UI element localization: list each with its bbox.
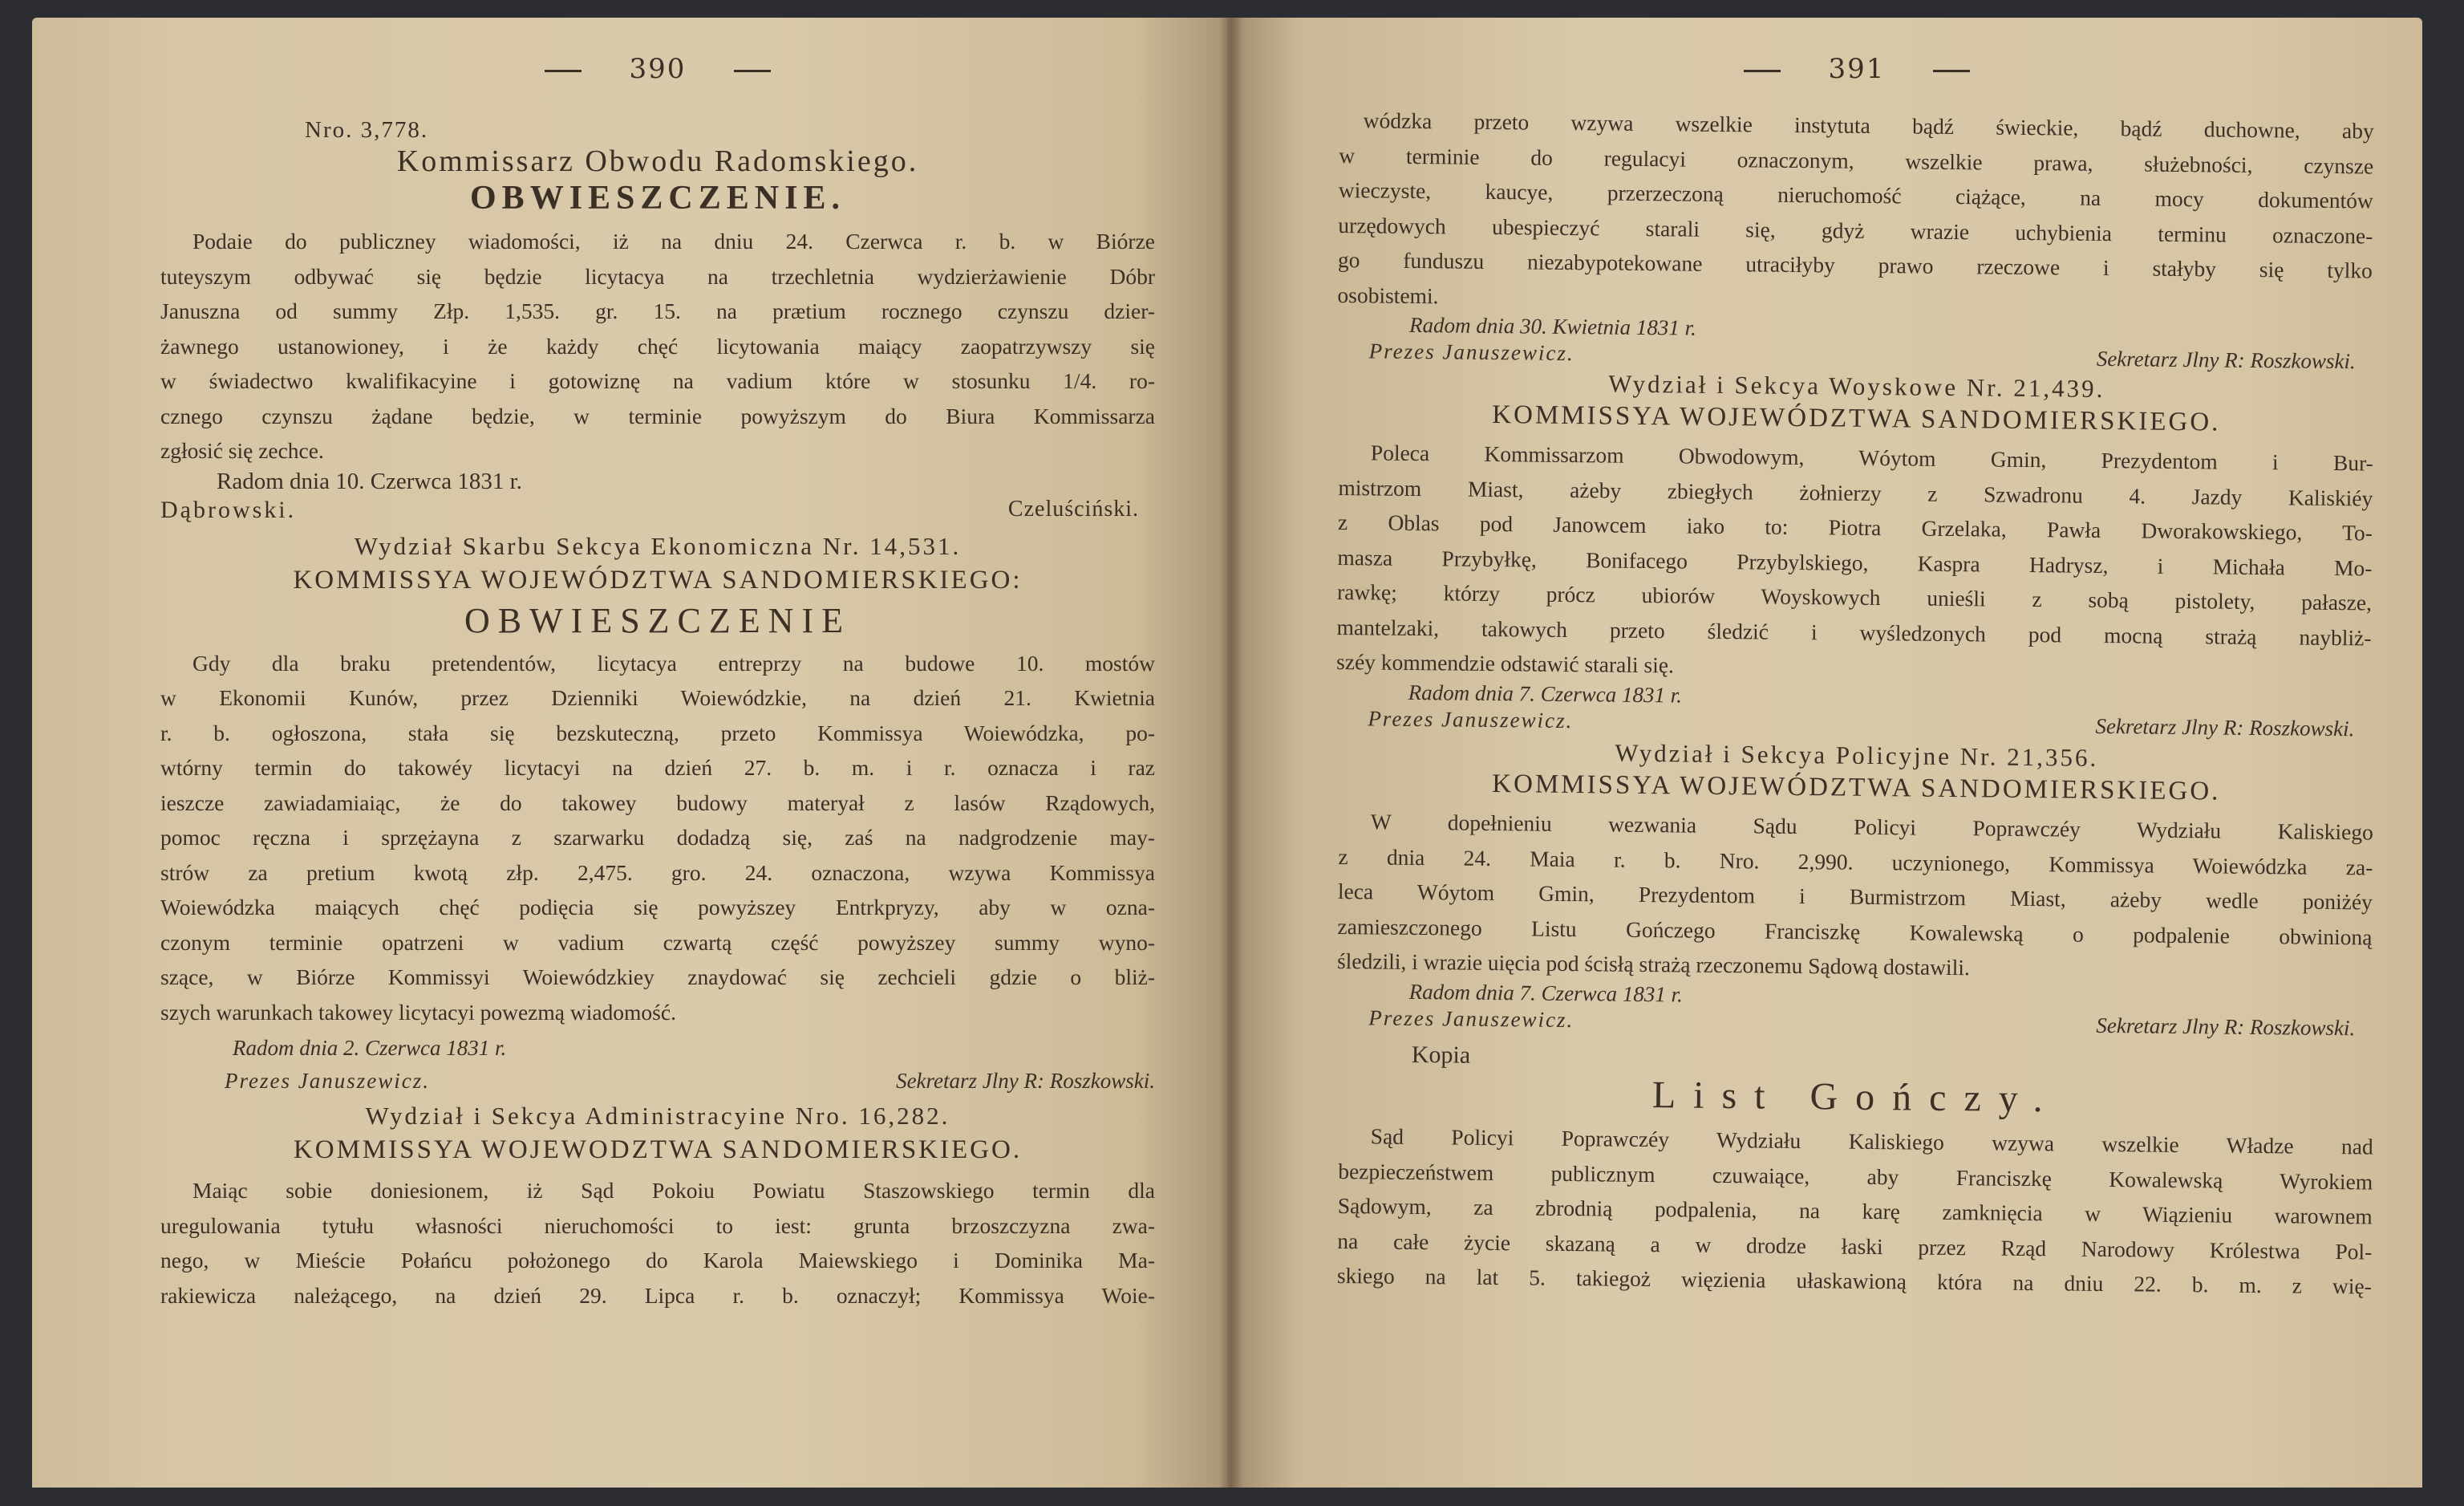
notice-department: Wydział i Sekcya Policyjne Nr. 21,356. — [1615, 738, 2099, 772]
text-line: urzędowych ubespieczyć starali się, gdyż wrazie uchybienia terminu oznaczone- — [1338, 212, 2373, 248]
dash-decoration — [545, 70, 582, 72]
text-line: széy kommendzie odstawić starali się. — [1335, 648, 1675, 678]
signature-left: Prezes Januszewicz. — [1368, 339, 1574, 366]
notice-issuer: Kommissarz Obwodu Radomskiego. — [396, 144, 919, 178]
signature-right: Sekretarz Jlny R: Roszkowski. — [2096, 1012, 2356, 1040]
text-line: r. b. ogłoszona, stała się bezskuteczną, przeto Kommissya Woiewódzka, po- — [160, 720, 1155, 745]
text-line: Maiąc sobie doniesionem, iż Sąd Pokoiu Powiatu Staszowskiego termin dla — [192, 1178, 1155, 1203]
notice-date: Radom dnia 7. Czerwca 1831 r. — [1408, 978, 1684, 1006]
signature-right: Sekretarz Jlny R: Roszkowski. — [896, 1069, 1155, 1093]
left-page — [32, 18, 1227, 1488]
text-line: skiego na lat 5. takiegoż więzienia ułaskawioną która na dniu 22. b. m. z wię- — [1336, 1262, 2373, 1299]
text-line: rakiewicza należącego, na dzień 29. Lipca r. b. oznaczył; Kommissya Woie- — [160, 1282, 1155, 1308]
text-line: w terminie do regulacyi oznaczonym, wszelkie prawa, służebności, czynsze — [1339, 142, 2374, 179]
text-line: strów za pretium kwotą złp. 2,475. gro. 24. oznaczona, wzywa Kommissya — [160, 859, 1155, 885]
notice-title: OBWIESZCZENIE. — [470, 180, 845, 217]
signature-left: Prezes Januszewicz. — [225, 1069, 430, 1093]
text-line: czonym terminie opatrzeni w vadium czwartą część powyższey summy wyno- — [160, 929, 1155, 955]
page-number-right — [1339, 53, 2374, 85]
text-line: w Ekonomii Kunów, przez Dzienniki Woiewódzkie, na dzień 21. Kwietnia — [160, 685, 1155, 710]
notice-issuer: KOMMISSYA WOJEWÓDZTWA SANDOMIERSKIEGO. — [1492, 400, 2221, 437]
text-line: mantelzaki, takowych przeto śledzić i wyśledzonych pod mocną strażą naybliż- — [1336, 614, 2372, 650]
dash-decoration — [1933, 70, 1970, 72]
notice-number: Nro. 3,778. — [305, 117, 429, 143]
text-line: szące, w Biórze Kommissyi Woiewódzkiey znaydować się zechcieli gdzie o bliż- — [160, 964, 1155, 989]
copy-title: List Gończy. — [1651, 1074, 2061, 1121]
page-number-text: 391 — [1828, 53, 1886, 85]
right-page — [1227, 18, 2422, 1488]
continuation — [1337, 103, 2374, 374]
text-line: Januszna od summy Złp. 1,535. gr. 15. na prætium rocznego czynszu dzier- — [160, 298, 1155, 323]
notice-department: Wydział i Sekcya Woyskowe Nr. 21,439. — [1608, 369, 2105, 403]
copy-body — [1337, 1118, 2373, 1304]
page-number-left — [160, 53, 1155, 85]
text-line: z dnia 24. Maia r. b. Nro. 2,990. uczynionego, Kommissya Woiewódzka za- — [1338, 842, 2373, 879]
notice-date: Radom dnia 7. Czerwca 1831 r. — [1408, 680, 1683, 707]
text-line: wódzka przeto wzywa wszelkie instytuta bądź świeckie, bądź duchowne, aby — [1363, 108, 2374, 144]
text-line: uregulowania tytułu własności nieruchomości to iest: grunta brzoszczyzna zwa- — [160, 1212, 1155, 1238]
notice-body — [160, 224, 1155, 469]
copy-section — [1337, 1041, 2374, 1304]
notice-department: Wydział i Sekcya Administracyine Nro. 16,282. — [365, 1102, 950, 1130]
text-line: tuteyszym odbywać się będzie licytacya na trzechletnia wydzierżawienie Dóbr — [160, 263, 1155, 289]
notice-signatures — [160, 1069, 1155, 1094]
text-line: nego, w Mieście Połańcu położonego do Karola Maiewskiego i Dominika Ma- — [160, 1248, 1155, 1273]
text-line: wieczyste, kaucye, przerzeczoną nieruchomość ciążące, na mocy dokumentów — [1338, 177, 2373, 213]
text-line: mistrzom Miast, ażeby zbiegłych żołnierzy z Szwadronu 4. Jazdy Kaliskiéy — [1338, 474, 2373, 510]
text-line: na całe życie skazaną a w drodze łaski przez Rząd Narodowy Królestwa Pol- — [1337, 1228, 2373, 1264]
notice-date: Radom dnia 30. Kwietnia 1831 r. — [1408, 312, 1697, 340]
copy-label: Kopia — [1411, 1041, 1471, 1069]
notice-department: Wydział Skarbu Sekcya Ekonomiczna Nr. 14,531. — [354, 531, 962, 560]
text-line: śledzili, i wrazie uięcia pod ścisłą strażą rzeczonemu Sądową dostawili. — [1336, 948, 1970, 980]
text-line: Woiewódzka maiących chęć podięcia się powyższey Entrkpryzy, aby w ozna- — [160, 895, 1155, 919]
text-line: z Oblas pod Janowcem iako to: Piotra Grzelaka, Pawła Dworakowskiego, To- — [1337, 509, 2373, 546]
dash-decoration — [734, 70, 771, 72]
notice-date: Radom dnia 10. Czerwca 1831 r. — [217, 468, 522, 494]
notice-3 — [160, 1102, 1155, 1313]
text-line: bezpieczeństwem publicznym czuwaiące, aby Franciszkę Kowalewską Wyrokiem — [1338, 1158, 2373, 1194]
notice-body — [1336, 435, 2373, 690]
book-gutter — [1219, 18, 1243, 1488]
notice-2 — [160, 532, 1155, 1094]
notice-issuer: KOMMISSYA WOJEWODZTWA SANDOMIERSKIEGO. — [293, 1135, 1023, 1164]
signature-left: Dąbrowski. — [160, 496, 297, 523]
text-line: cznego czynszu żądane będzie, w terminie powyższym do Biura Kommissarza — [160, 403, 1155, 428]
text-line: żawnego ustanowioney, i że każdy chęć licytowania maiący zaopatrzywszy się — [160, 333, 1155, 359]
text-line: wtórny termin do takowéy licytacyi na dzień 27. b. m. i r. oznacza i raz — [160, 755, 1155, 780]
dash-decoration — [1744, 70, 1781, 72]
signature-right: Sekretarz Jlny R: Roszkowski. — [2096, 346, 2356, 374]
text-line: W dopełnieniu wezwania Sądu Policyi Poprawczéy Wydziału Kaliskiego — [1370, 808, 2373, 845]
notice-date: Radom dnia 2. Czerwca 1831 r. — [233, 1036, 507, 1060]
book-spread — [32, 18, 2422, 1488]
text-line: Sądowym, za zbrodnią podpalenia, na karę zamknięcia w Wiązieniu warownem — [1337, 1192, 2373, 1229]
notice-5 — [1336, 736, 2374, 1041]
text-line: Sąd Policyi Poprawczéy Wydziału Kaliskiego wzywa wszelkie Władze nad — [1370, 1123, 2373, 1159]
text-line: w świadectwo kwalifikacyine i gotowiznę na vadium które w stosunku 1/4. ro- — [160, 368, 1155, 393]
notice-issuer: KOMMISSYA WOJEWÓDZTWA SANDOMIERSKIEGO: — [293, 565, 1023, 595]
text-line: go funduszu niezabypotekowane utraciłyby prawo rzeczowe i stałyby się tylko — [1337, 246, 2373, 283]
text-line: osobistemi. — [1337, 282, 1439, 308]
notice-signatures — [160, 497, 1155, 524]
notice-body — [160, 646, 1155, 1030]
notice-title: OBWIESZCZENIE — [464, 600, 851, 640]
notice-4 — [1335, 367, 2374, 741]
notice-issuer: KOMMISSYA WOJEWÓDZTWA SANDOMIERSKIEGO. — [1492, 769, 2221, 806]
text-line: rawkę; którzy prócz ubiorów Woyskowych unieśli z sobą pistolety, pałasze, — [1336, 578, 2373, 615]
text-line: pomoc ręczna i sprzężayna z szarwarku dodadzą się, zaś na nadgrodzenie may- — [160, 825, 1155, 850]
notice-1 — [160, 117, 1155, 524]
notice-body — [160, 1173, 1155, 1313]
text-line: Podaie do publiczney wiadomości, iż na dniu 24. Czerwca r. b. w Biórze — [192, 229, 1155, 254]
notice-body — [1337, 803, 2373, 988]
notice-body — [1337, 103, 2374, 323]
signature-right: Czeluściński. — [1007, 496, 1139, 522]
page-number-text: 390 — [629, 53, 687, 85]
text-line: leca Wóytom Gmin, Prezydentom i Burmistrzom Miast, ażeby wedle poniżéy — [1337, 878, 2373, 914]
text-line: masza Przybyłkę, Bonifacego Przybylskiego, Kaspra Hadrysz, i Michała Mo- — [1337, 544, 2373, 580]
text-line: zgłosić się zechce. — [160, 438, 324, 463]
signature-left: Prezes Januszewicz. — [1368, 705, 1574, 733]
text-line: szych warunkach takowey licytacyi powezmą wiadomość. — [160, 999, 676, 1025]
text-line: ieszcze zawiadamiaiąc, że do takowey budowy materyał z lasów Rządowych, — [160, 790, 1155, 815]
signature-left: Prezes Januszewicz. — [1368, 1005, 1574, 1032]
text-line: zamieszczonego Listu Gończego Franciszkę Kowalewską o podpalenie obwinioną — [1337, 912, 2373, 949]
text-line: Gdy dla braku pretendentów, licytacya entreprzy na budowe 10. mostów — [192, 650, 1155, 676]
text-line: Poleca Kommissarzom Obwodowym, Wóytom Gmin, Prezydentom i Bur- — [1370, 440, 2373, 476]
signature-right: Sekretarz Jlny R: Roszkowski. — [2095, 713, 2355, 741]
